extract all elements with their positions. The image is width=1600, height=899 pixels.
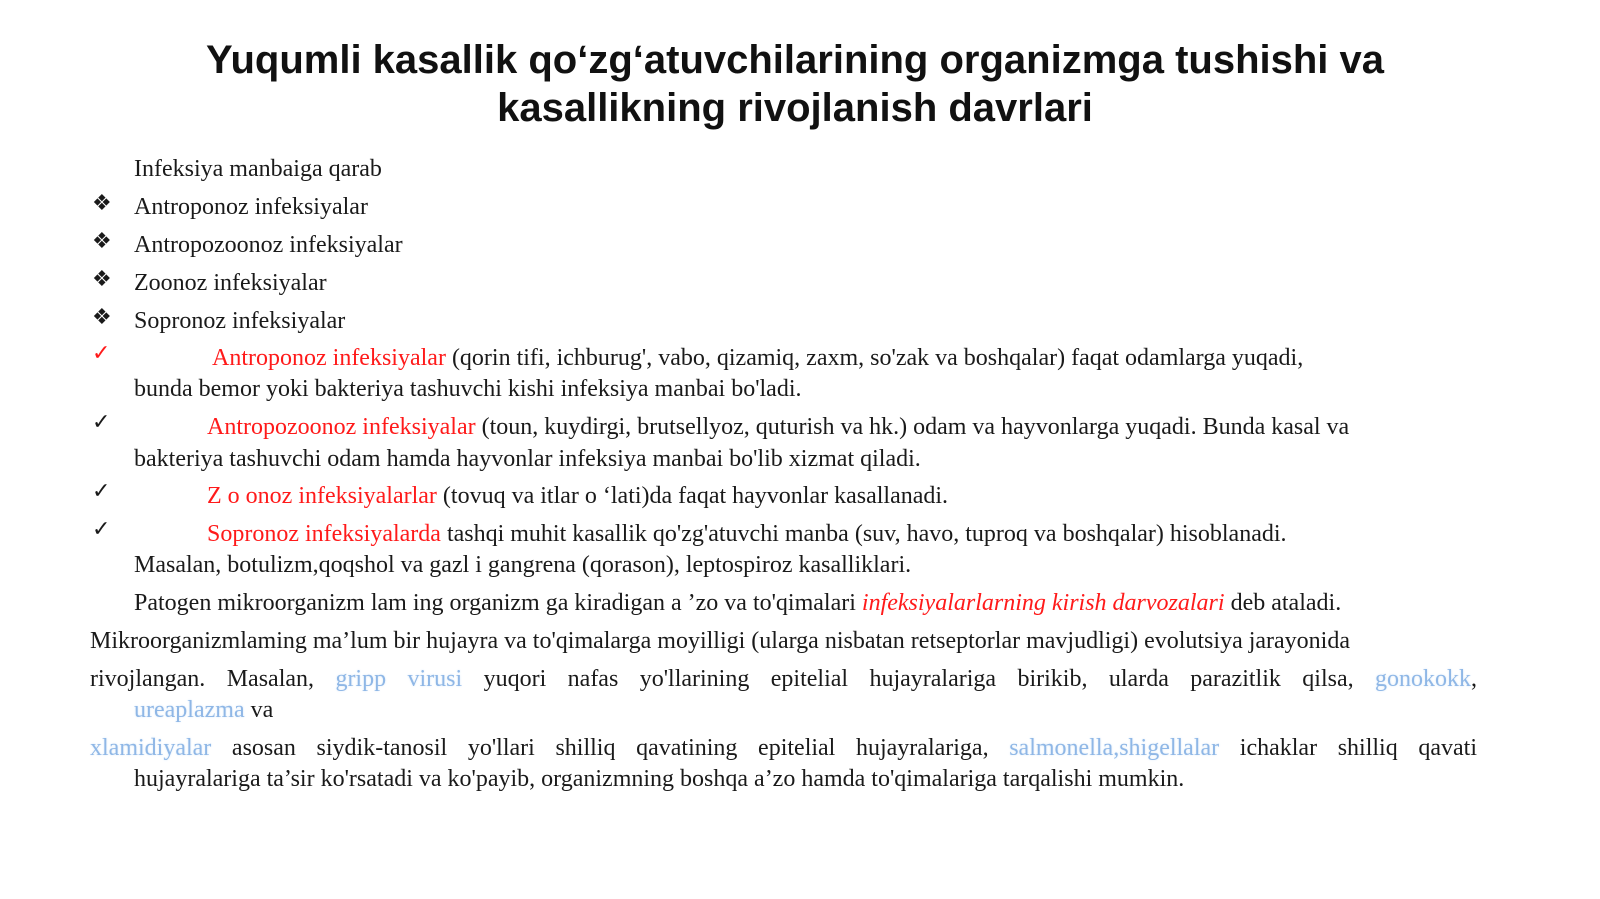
intro-text: Infeksiya manbaiga qarab: [134, 156, 382, 182]
title-line-2: kasallikning rivojlanish davrlari: [497, 86, 1093, 130]
detail-text: (qorin tifi, ichburug', vabo, qizamiq, zaxm, so'zak va boshqalar) faqat odamlarga yuqadi,: [445, 345, 1304, 371]
paragraph-text: va: [244, 697, 274, 723]
detail-line-2: bakteriya tashuvchi odam hamda hayvonlar infeksiya manbai bo'lib xizmat qiladi.: [134, 446, 921, 472]
detail-text: (toun, kuydirgi, brutsellyoz, quturish va hk.) odam va hayvonlarga yuqadi. Bunda kasal va: [475, 414, 1350, 440]
detail-line: [207, 411, 1349, 443]
slide-title: [120, 36, 1470, 132]
four-diamond-icon: ❖: [92, 305, 112, 330]
paragraph-text: ichaklar shilliq qavati: [1219, 735, 1477, 761]
detail-line-2: Masalan, botulizm,qoqshol va gazl i gangrena (qorason), leptospiroz kasalliklari.: [134, 552, 912, 578]
detail-line: [207, 518, 1287, 550]
category-item: Antropozoonoz infeksiyalar: [134, 232, 403, 258]
highlight-term: infeksiyalarlarning kirish darvozalari: [861, 590, 1225, 616]
four-diamond-icon: ❖: [92, 191, 112, 216]
detail-text: (tovuq va itlar o ‘lati)da faqat hayvonlar kasallanadi.: [436, 483, 949, 509]
category-item: Antroponoz infeksiyalar: [134, 194, 368, 220]
organism-link: gripp virusi: [335, 666, 463, 692]
four-diamond-icon: ❖: [92, 229, 112, 254]
paragraph-line: [90, 663, 1477, 695]
detail-line-2: bunda bemor yoki bakteriya tashuvchi kishi infeksiya manbai bo'ladi.: [134, 376, 802, 402]
detail-term: Sopronoz infeksiyalarda: [207, 521, 441, 547]
paragraph-line: [134, 694, 273, 726]
paragraph-line: [90, 732, 1477, 764]
paragraph-text: Patogen mikroorganizm lam ing organizm ga kiradigan a ’zo va to'qimalari: [134, 590, 862, 616]
title-line-1: Yuqumli kasallik qo‘zg‘atuvchilarining organizmga tushishi va: [205, 38, 1385, 82]
organism-link: xlamidiyalar: [90, 735, 212, 761]
checkmark-icon: ✓: [92, 341, 111, 366]
paragraph-line: [134, 587, 1341, 619]
detail-term: Antroponoz infeksiyalar: [212, 345, 446, 371]
checkmark-icon: ✓: [92, 517, 111, 542]
paragraph-text: ,: [1471, 666, 1478, 692]
paragraph-text: asosan siydik-tanosil yo'llari shilliq qavatining epitelial hujayralariga,: [211, 735, 1010, 761]
detail-text: tashqi muhit kasallik qo'zg'atuvchi manba (suv, havo, tuproq va boshqalar) hisoblanadi.: [440, 521, 1287, 547]
paragraph-text: deb ataladi.: [1224, 590, 1342, 616]
detail-term: Z o onoz infeksiyalarlar: [207, 483, 437, 509]
detail-line: [212, 342, 1303, 374]
category-item: Zoonoz infeksiyalar: [134, 270, 327, 296]
detail-term: Antropozoonoz infeksiyalar: [207, 414, 476, 440]
detail-line: [207, 480, 948, 512]
category-item: Sopronoz infeksiyalar: [134, 308, 346, 334]
organism-link: ureaplazma: [134, 697, 245, 723]
checkmark-icon: ✓: [92, 410, 111, 435]
checkmark-icon: ✓: [92, 479, 111, 504]
organism-link: salmonella,shigellalar: [1009, 735, 1220, 761]
four-diamond-icon: ❖: [92, 267, 112, 292]
organism-link: gonokokk: [1375, 666, 1472, 692]
paragraph-text: yuqori nafas yo'llarining epitelial hujayralariga birikib, ularda parazitlik qilsa,: [462, 666, 1376, 692]
paragraph-text: rivojlangan. Masalan,: [90, 666, 336, 692]
paragraph-line: Mikroorganizmlaming ma’lum bir hujayra va to'qimalarga moyilligi (ularga nisbatan retseptorlar mavjudligi) evolutsiya jarayonida: [90, 628, 1350, 654]
paragraph-line: hujayralariga ta’sir ko'rsatadi va ko'payib, organizmning boshqa a’zo hamda to'qimalariga tarqalishi mumkin.: [134, 766, 1185, 792]
